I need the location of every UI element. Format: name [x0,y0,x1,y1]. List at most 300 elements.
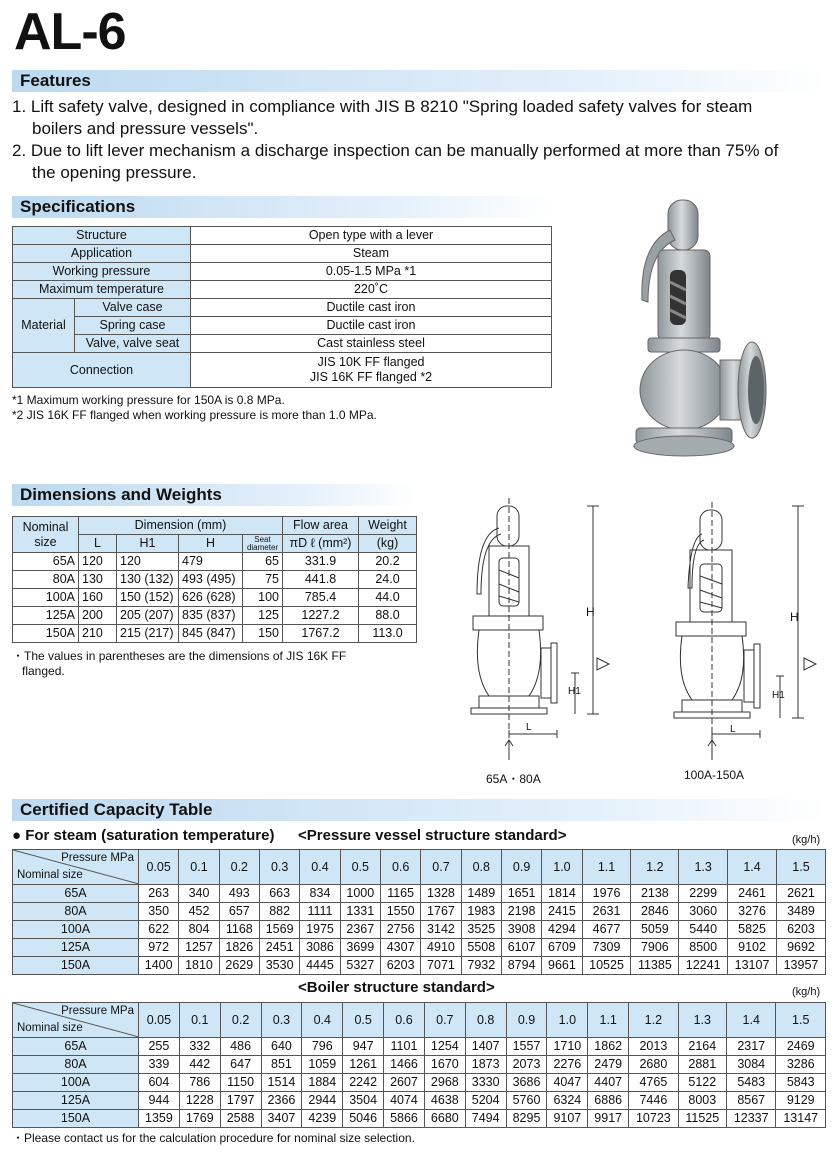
dim-cell: 200 [79,607,117,625]
spec-row [13,353,552,388]
cap-pressure-header: 0.6 [384,1003,425,1038]
dim-row [13,571,417,589]
cap-cell: 1550 [380,903,420,921]
cap-cell: 4239 [302,1110,343,1128]
cap-pressure-header: 1.3 [679,850,728,885]
cap-cell: 3330 [465,1074,506,1092]
cap-cell: 944 [139,1092,180,1110]
cap-pressure-header: 1.2 [629,1003,679,1038]
cap-size: 150A [13,1110,139,1128]
cap-cell: 4307 [380,939,420,957]
cap-cell: 2367 [340,921,380,939]
cap-cell: 622 [139,921,179,939]
boiler-standard-label: <Boiler structure standard> [298,979,495,996]
spec-label: Valve, valve seat [75,335,191,353]
dim-cell: 20.2 [359,553,417,571]
connection-value-1: JIS 10K FF flanged [317,355,425,369]
cap-cell: 882 [259,903,299,921]
dim-header-row [13,517,417,535]
cap-cell: 2629 [219,957,259,975]
dim-header-flow-unit: πD ℓ (mm²) [283,535,359,553]
cap-corner-cell [13,850,139,885]
cap-cell: 2276 [547,1056,588,1074]
cap-cell: 6203 [776,921,825,939]
pv-unit: (kg/h) [792,834,821,846]
cap-cell: 2631 [582,903,631,921]
feature-item: boilers and pressure vessels". [32,119,259,138]
cap-cell: 3686 [506,1074,547,1092]
dim-size: 150A [13,625,79,643]
cap-cell: 263 [139,885,179,903]
dim-cell: 130 [79,571,117,589]
cap-cell: 5843 [776,1074,826,1092]
dim-size: 80A [13,571,79,589]
cap-size: 65A [13,885,139,903]
cap-cell: 1557 [506,1038,547,1056]
dim-cell: 785.4 [283,589,359,607]
cap-cell: 9661 [542,957,582,975]
dim-cell: 331.9 [283,553,359,571]
capacity-footnote: ・Please contact us for the calculation procedure for nominal size selection. [12,1131,415,1145]
feature-item: 2. Due to lift lever mechanism a discharge inspection can be manually performed at more than 75% of [12,141,779,160]
cap-pressure-header: 0.1 [179,850,219,885]
spec-row [13,263,552,281]
cap-cell: 1769 [179,1110,220,1128]
spec-value: 220˚C [191,281,552,299]
cap-cell: 3699 [340,939,380,957]
dim-cell: 1767.2 [283,625,359,643]
spec-material-label: Material [13,299,75,353]
cap-cell: 3286 [776,1056,826,1074]
diagram-right-H-label: H [790,610,799,624]
dim-header-seat: Seat diameter [243,535,283,553]
cap-cell: 2138 [631,885,679,903]
spec-value: Ductile cast iron [191,299,552,317]
dim-cell: 835 (837) [179,607,243,625]
cap-cell: 3276 [728,903,777,921]
cap-cell: 2198 [501,903,541,921]
cap-row [13,1074,826,1092]
product-title: AL-6 [14,3,126,61]
cap-cell: 8003 [678,1092,726,1110]
cap-cell: 13107 [728,957,777,975]
cap-pressure-header: 0.5 [343,1003,384,1038]
cap-cell: 1331 [340,903,380,921]
spec-row [13,227,552,245]
capacity-heading: Certified Capacity Table [12,799,827,821]
dim-cell: 100 [243,589,283,607]
cap-cell: 340 [179,885,219,903]
cap-cell: 10723 [629,1110,679,1128]
cap-cell: 1975 [300,921,340,939]
dim-cell: 205 (207) [117,607,179,625]
cap-cell: 1670 [424,1056,465,1074]
cap-cell: 2607 [384,1074,425,1092]
cap-cell: 9692 [776,939,825,957]
cap-cell: 5825 [728,921,777,939]
cap-cell: 1814 [542,885,582,903]
cap-cell: 339 [139,1056,180,1074]
cap-cell: 2621 [776,885,825,903]
cap-cell: 1466 [384,1056,425,1074]
cap-cell: 442 [179,1056,220,1074]
dim-cell: 215 (217) [117,625,179,643]
dim-header-weight: Weight [359,517,417,535]
cap-cell: 5866 [384,1110,425,1128]
cap-cell: 3530 [259,957,299,975]
cap-pressure-header: 1.0 [542,850,582,885]
dim-cell: 120 [79,553,117,571]
cap-pressure-label: Pressure MPa [61,852,134,864]
dim-cell: 24.0 [359,571,417,589]
cap-cell: 5440 [679,921,728,939]
cap-pressure-header: 1.0 [547,1003,588,1038]
cap-pressure-header: 0.9 [501,850,541,885]
dim-cell: 1227.2 [283,607,359,625]
cap-cell: 1359 [139,1110,180,1128]
cap-cell: 1884 [302,1074,343,1092]
cap-cell: 493 [219,885,259,903]
dim-cell: 120 [117,553,179,571]
diagram-left-H1-label: H1 [568,686,581,697]
dimensions-note-line: flanged. [22,664,65,678]
dim-cell: 113.0 [359,625,417,643]
cap-cell: 12241 [679,957,728,975]
cap-cell: 350 [139,903,179,921]
dimensions-note [12,649,346,679]
cap-pressure-header: 1.1 [582,850,631,885]
cap-cell: 6680 [424,1110,465,1128]
dim-cell: 479 [179,553,243,571]
cap-cell: 12337 [726,1110,776,1128]
cap-pressure-header: 0.3 [261,1003,302,1038]
cap-pressure-header: 0.8 [465,1003,506,1038]
cap-cell: 2317 [726,1038,776,1056]
cap-pressure-header: 0.2 [220,1003,261,1038]
cap-cell: 13957 [776,957,825,975]
dim-header-H1: H1 [117,535,179,553]
spec-notes [12,393,377,423]
cap-cell: 2588 [220,1110,261,1128]
cap-row [13,939,826,957]
dim-cell: 130 (132) [117,571,179,589]
cap-cell: 7309 [582,939,631,957]
cap-pressure-header: 0.9 [506,1003,547,1038]
dim-header-H: H [179,535,243,553]
cap-cell: 1400 [139,957,179,975]
cap-cell: 972 [139,939,179,957]
cap-size: 125A [13,1092,139,1110]
spec-label: Application [13,245,191,263]
diagram-left-label: 65A・80A [486,772,541,786]
dim-cell: 626 (628) [179,589,243,607]
cap-cell: 1976 [582,885,631,903]
cap-cell: 1651 [501,885,541,903]
cap-cell: 2242 [343,1074,384,1092]
boiler-unit: (kg/h) [792,986,821,998]
spec-label: Spring case [75,317,191,335]
cap-size: 80A [13,1056,139,1074]
cap-cell: 604 [139,1074,180,1092]
spec-label: Working pressure [13,263,191,281]
cap-cell: 8295 [506,1110,547,1128]
dim-header-dimension: Dimension (mm) [79,517,283,535]
cap-size: 65A [13,1038,139,1056]
dim-header-weight-unit: (kg) [359,535,417,553]
spec-label: Maximum temperature [13,281,191,299]
cap-cell: 2415 [542,903,582,921]
cap-row [13,921,826,939]
cap-pressure-header: 0.3 [259,850,299,885]
dim-cell: 65 [243,553,283,571]
cap-cell: 4677 [582,921,631,939]
boiler-capacity-table [12,1002,826,1128]
dim-header-nominal: Nominal size [13,517,79,553]
cap-pressure-header: 1.2 [631,850,679,885]
features-heading: Features [12,70,827,92]
cap-pressure-header: 0.05 [139,850,179,885]
cap-cell: 834 [300,885,340,903]
spec-value: Open type with a lever [191,227,552,245]
cap-cell: 3084 [726,1056,776,1074]
cap-cell: 1407 [465,1038,506,1056]
cap-cell: 804 [179,921,219,939]
cap-cell: 255 [139,1038,180,1056]
cap-cell: 1767 [421,903,461,921]
spec-row [13,335,552,353]
spec-row [13,317,552,335]
cap-cell: 2680 [629,1056,679,1074]
cap-cell: 8567 [726,1092,776,1110]
cap-row [13,903,826,921]
cap-cell: 9102 [728,939,777,957]
cap-size: 80A [13,903,139,921]
spec-note: *1 Maximum working pressure for 150A is 0.8 MPa. [12,393,285,407]
cap-cell: 1261 [343,1056,384,1074]
cap-cell: 2881 [678,1056,726,1074]
cap-cell: 1150 [220,1074,261,1092]
dim-cell: 75 [243,571,283,589]
cap-pressure-header: 1.5 [776,1003,826,1038]
cap-pressure-label: Pressure MPa [61,1005,134,1017]
cap-pressure-header: 0.1 [179,1003,220,1038]
cap-cell: 1000 [340,885,380,903]
dim-header-L: L [79,535,117,553]
cap-cell: 2944 [302,1092,343,1110]
cap-cell: 1797 [220,1092,261,1110]
cap-cell: 2073 [506,1056,547,1074]
cap-cell: 4765 [629,1074,679,1092]
cap-cell: 2756 [380,921,420,939]
cap-cell: 1983 [461,903,501,921]
cap-cell: 3525 [461,921,501,939]
cap-pressure-header: 0.05 [139,1003,180,1038]
cap-cell: 4407 [588,1074,629,1092]
cap-cell: 5059 [631,921,679,939]
spec-row [13,245,552,263]
spec-connection-label: Connection [13,353,191,388]
valve-photo [600,190,790,470]
dim-row [13,625,417,643]
cap-pressure-header: 0.6 [380,850,420,885]
cap-cell: 2013 [629,1038,679,1056]
cap-cell: 1810 [179,957,219,975]
specifications-table [12,226,552,388]
dim-cell: 210 [79,625,117,643]
cap-cell: 7446 [629,1092,679,1110]
cap-cell: 7932 [461,957,501,975]
dimensions-table [12,516,417,643]
cap-cell: 2366 [261,1092,302,1110]
dimensions-note-line: ・The values in parentheses are the dimensions of JIS 16K FF [12,649,347,663]
dim-row [13,607,417,625]
cap-cell: 5122 [678,1074,726,1092]
cap-cell: 2461 [728,885,777,903]
spec-value: Ductile cast iron [191,317,552,335]
cap-cell: 7071 [421,957,461,975]
cap-cell: 9917 [588,1110,629,1128]
diagram-left-H-label: H [586,605,595,619]
spec-label: Valve case [75,299,191,317]
cap-cell: 3908 [501,921,541,939]
cap-cell: 796 [302,1038,343,1056]
cap-cell: 5760 [506,1092,547,1110]
cap-corner-cell [13,1003,139,1038]
specifications-heading: Specifications [12,196,552,218]
dim-cell: 160 [79,589,117,607]
cap-cell: 452 [179,903,219,921]
cap-cell: 8500 [679,939,728,957]
cap-pressure-header: 0.2 [219,850,259,885]
cap-pressure-header: 1.3 [678,1003,726,1038]
dim-size: 125A [13,607,79,625]
dim-size: 100A [13,589,79,607]
cap-cell: 11525 [678,1110,726,1128]
cap-cell: 3489 [776,903,825,921]
diagram-right-L-label: L [730,724,736,735]
cap-cell: 1328 [421,885,461,903]
diagram-65a-80a [455,498,615,768]
dim-cell: 441.8 [283,571,359,589]
cap-size: 100A [13,1074,139,1092]
cap-cell: 7906 [631,939,679,957]
pv-capacity-table [12,849,826,975]
cap-cell: 1168 [219,921,259,939]
cap-cell: 8794 [501,957,541,975]
diagram-right-label: 100A-150A [684,768,745,782]
spec-label: Structure [13,227,191,245]
connection-value-2: JIS 16K FF flanged *2 [309,370,433,384]
cap-cell: 3086 [300,939,340,957]
cap-size: 125A [13,939,139,957]
cap-cell: 663 [259,885,299,903]
cap-cell: 2469 [776,1038,826,1056]
cap-pressure-header: 1.5 [776,850,825,885]
cap-pressure-header: 0.8 [461,850,501,885]
cap-cell: 2451 [259,939,299,957]
cap-cell: 486 [220,1038,261,1056]
cap-header-row [13,850,826,885]
cap-cell: 640 [261,1038,302,1056]
cap-row [13,1038,826,1056]
cap-cell: 1059 [302,1056,343,1074]
dim-cell: 125 [243,607,283,625]
diagram-left-L-label: L [526,722,532,733]
cap-cell: 13147 [776,1110,826,1128]
cap-cell: 786 [179,1074,220,1092]
cap-cell: 1569 [259,921,299,939]
cap-cell: 1514 [261,1074,302,1092]
dim-cell: 845 (847) [179,625,243,643]
cap-cell: 1228 [179,1092,220,1110]
cap-cell: 1111 [300,903,340,921]
dim-header-flow: Flow area [283,517,359,535]
features-list [12,96,827,184]
cap-cell: 3504 [343,1092,384,1110]
cap-cell: 5046 [343,1110,384,1128]
cap-cell: 4638 [424,1092,465,1110]
cap-cell: 1826 [219,939,259,957]
cap-cell: 11385 [631,957,679,975]
cap-cell: 2479 [588,1056,629,1074]
spec-value [191,353,552,388]
spec-value: 0.05-1.5 MPa *1 [191,263,552,281]
cap-row [13,957,826,975]
cap-cell: 1257 [179,939,219,957]
cap-cell: 5483 [726,1074,776,1092]
dim-row [13,589,417,607]
cap-cell: 4074 [384,1092,425,1110]
dim-cell: 493 (495) [179,571,243,589]
cap-cell: 1862 [588,1038,629,1056]
spec-row [13,281,552,299]
feature-item: 1. Lift safety valve, designed in compliance with JIS B 8210 "Spring loaded safety valves for steam [12,97,753,116]
dim-cell: 150 [243,625,283,643]
cap-cell: 1873 [465,1056,506,1074]
cap-pressure-header: 1.1 [588,1003,629,1038]
cap-cell: 1254 [424,1038,465,1056]
cap-pressure-header: 1.4 [728,850,777,885]
cap-pressure-header: 0.5 [340,850,380,885]
diagram-right-H1-label: H1 [772,690,785,701]
cap-pressure-header: 1.4 [726,1003,776,1038]
dim-cell: 88.0 [359,607,417,625]
spec-row [13,299,552,317]
cap-cell: 4445 [300,957,340,975]
cap-size: 100A [13,921,139,939]
cap-cell: 4047 [547,1074,588,1092]
cap-cell: 3142 [421,921,461,939]
cap-cell: 3060 [679,903,728,921]
cap-cell: 9107 [547,1110,588,1128]
cap-cell: 1710 [547,1038,588,1056]
dim-row [13,553,417,571]
cap-cell: 1489 [461,885,501,903]
cap-pressure-header: 0.7 [421,850,461,885]
cap-cell: 6203 [380,957,420,975]
cap-nominal-label: Nominal size [17,1022,83,1034]
cap-row [13,1110,826,1128]
dim-cell: 44.0 [359,589,417,607]
dimensions-heading: Dimensions and Weights [12,484,417,506]
cap-pressure-header: 0.7 [424,1003,465,1038]
cap-size: 150A [13,957,139,975]
cap-header-row [13,1003,826,1038]
cap-cell: 5508 [461,939,501,957]
cap-cell: 4910 [421,939,461,957]
cap-cell: 3407 [261,1110,302,1128]
cap-pressure-header: 0.4 [300,850,340,885]
